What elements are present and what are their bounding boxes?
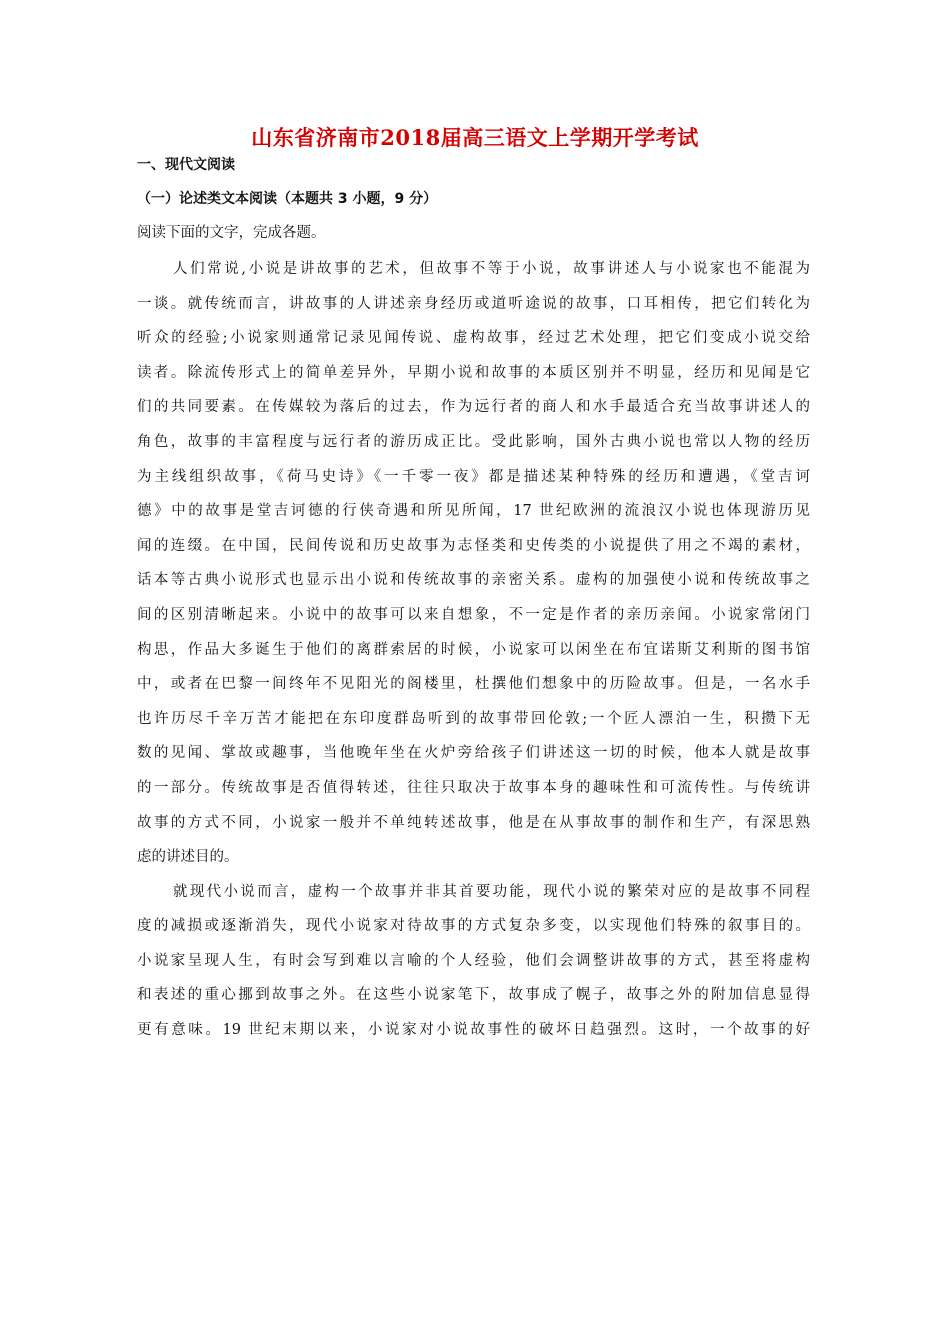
paragraph-line: 为主线组织故事，《荷马史诗》《一千零一夜》都是描述某种特殊的经历和遭遇，《堂吉诃 (137, 468, 810, 485)
paragraph-line: 也许历尽千辛万苦才能把在东印度群岛听到的故事带回伦敦;一个匠人漂泊一生，积攒下无 (137, 710, 810, 727)
paragraph-line: 和表述的重心挪到故事之外。在这些小说家笔下，故事成了幌子，故事之外的附加信息显得 (137, 987, 810, 1004)
paragraph-line: 听众的经验;小说家则通常记录见闻传说、虚构故事，经过艺术处理，把它们变成小说交给 (137, 330, 810, 347)
paragraph-line: 就现代小说而言，虚构一个故事并非其首要功能，现代小说的繁荣对应的是故事不同程 (173, 883, 810, 900)
paragraph-line: 间的区别清晰起来。小说中的故事可以来自想象，不一定是作者的亲历亲闻。小说家常闭门 (137, 606, 810, 623)
paragraph-line: 虑的讲述目的。 (137, 849, 239, 866)
paragraph-line: 们的共同要素。在传媒较为落后的过去，作为远行者的商人和水手最适合充当故事讲述人的 (137, 399, 810, 416)
paragraph-line: 角色，故事的丰富程度与远行者的游历成正比。受此影响，国外古典小说也常以人物的经历 (137, 433, 810, 450)
paragraph-line: 数的见闻、掌故或趣事，当他晚年坐在火炉旁给孩子们讲述这一切的时候，他本人就是故事 (137, 745, 810, 762)
document-title: 山东省济南市2018届高三语文上学期开学考试 (251, 125, 699, 150)
paragraph-line: 读者。除流传形式上的简单差异外，早期小说和故事的本质区别并不明显，经历和见闻是它 (137, 364, 810, 381)
paragraph-line: 小说家呈现人生，有时会写到难以言喻的个人经验，他们会调整讲故事的方式，甚至将虚构 (137, 952, 810, 969)
paragraph-line: 人们常说,小说是讲故事的艺术，但故事不等于小说，故事讲述人与小说家也不能混为 (173, 261, 810, 277)
paragraph-line: 故事的方式不同，小说家一般并不单纯转述故事，他是在从事故事的制作和生产，有深思熟 (137, 814, 810, 831)
paragraph-line: 中，或者在巴黎一间终年不见阳光的阁楼里，杜撰他们想象中的历险故事。但是，一名水手 (137, 676, 810, 693)
paragraph-line: 话本等古典小说形式也显示出小说和传统故事的亲密关系。虚构的加强使小说和传统故事之 (137, 572, 810, 589)
reading-instruction: 阅读下面的文字，完成各题。 (137, 225, 326, 241)
paragraph-line: 一谈。就传统而言，讲故事的人讲述亲身经历或道听途说的故事，口耳相传，把它们转化为 (137, 295, 810, 312)
section-heading: 一、现代文阅读 (137, 157, 235, 173)
paragraph-line: 的一部分。传统故事是否值得转述，往往只取决于故事本身的趣味性和可流传性。与传统讲 (137, 779, 810, 796)
paragraph-line: 闻的连缀。在中国，民间传说和历史故事为志怪类和史传类的小说提供了用之不竭的素材， (137, 537, 810, 554)
paragraph-line: 更有意味。19 世纪末期以来，小说家对小说故事性的破坏日趋强烈。这时，一个故事的好 (137, 1022, 810, 1039)
paragraph-line: 度的减损或逐渐消失，现代小说家对待故事的方式复杂多变，以实现他们特殊的叙事目的。 (137, 918, 810, 935)
passage-body (137, 258, 810, 1054)
paragraph-line: 德》中的故事是堂吉诃德的行侠奇遇和所见所闻，17 世纪欧洲的流浪汉小说也体现游历见 (137, 503, 810, 520)
paragraph-line: 构思，作品大多诞生于他们的离群索居的时候，小说家可以闲坐在布宜诺斯艾利斯的图书馆 (137, 641, 810, 658)
subsection-heading: （一）论述类文本阅读（本题共 3 小题，9 分） (137, 191, 438, 207)
